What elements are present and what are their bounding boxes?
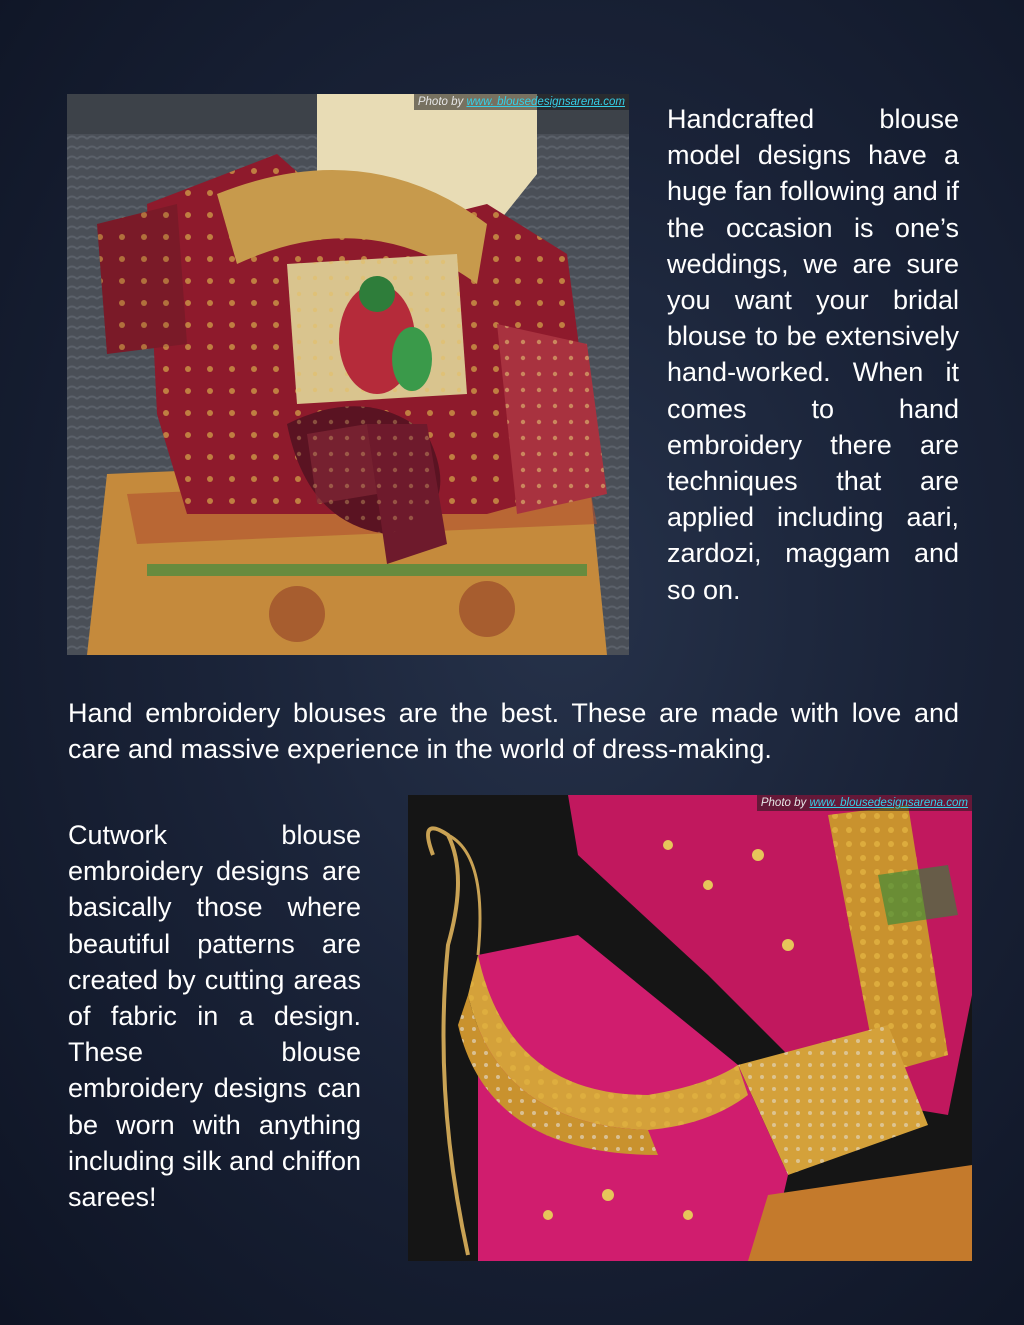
photo-credit	[414, 94, 629, 110]
photo-credit-prefix: Photo by	[760, 797, 807, 809]
pink-blouse-image	[408, 795, 972, 1261]
handcrafted-paragraph: Handcrafted blouse model designs have a huge fan following and if the occasion is one’s weddings, we are sure you want your bridal blouse to be extensively hand-worked. When it comes to hand embroidery there are techniques that are applied including aari, zardozi, maggam and so on.	[667, 104, 959, 605]
pink-blouse-photo	[408, 795, 972, 1261]
bridal-blouse-image	[67, 94, 629, 655]
bridal-blouse-photo	[67, 94, 629, 655]
cutwork-paragraph: Cutwork blouse embroidery designs are basically those where beautiful patterns are created by cutting areas of fabric in a design. These blouse embroidery designs can be worn with anything including silk and chiffon sarees!	[68, 820, 361, 1213]
photo-credit-prefix: Photo by	[417, 96, 464, 108]
photo-credit-link[interactable]: www. blousedesignsarena.com	[809, 797, 968, 809]
hand-embroidery-paragraph: Hand embroidery blouses are the best. These are made with love and care and massive experience in the world of dress-making.	[68, 698, 959, 765]
photo-credit	[757, 795, 972, 811]
photo-credit-link[interactable]: www. blousedesignsarena.com	[466, 96, 625, 108]
